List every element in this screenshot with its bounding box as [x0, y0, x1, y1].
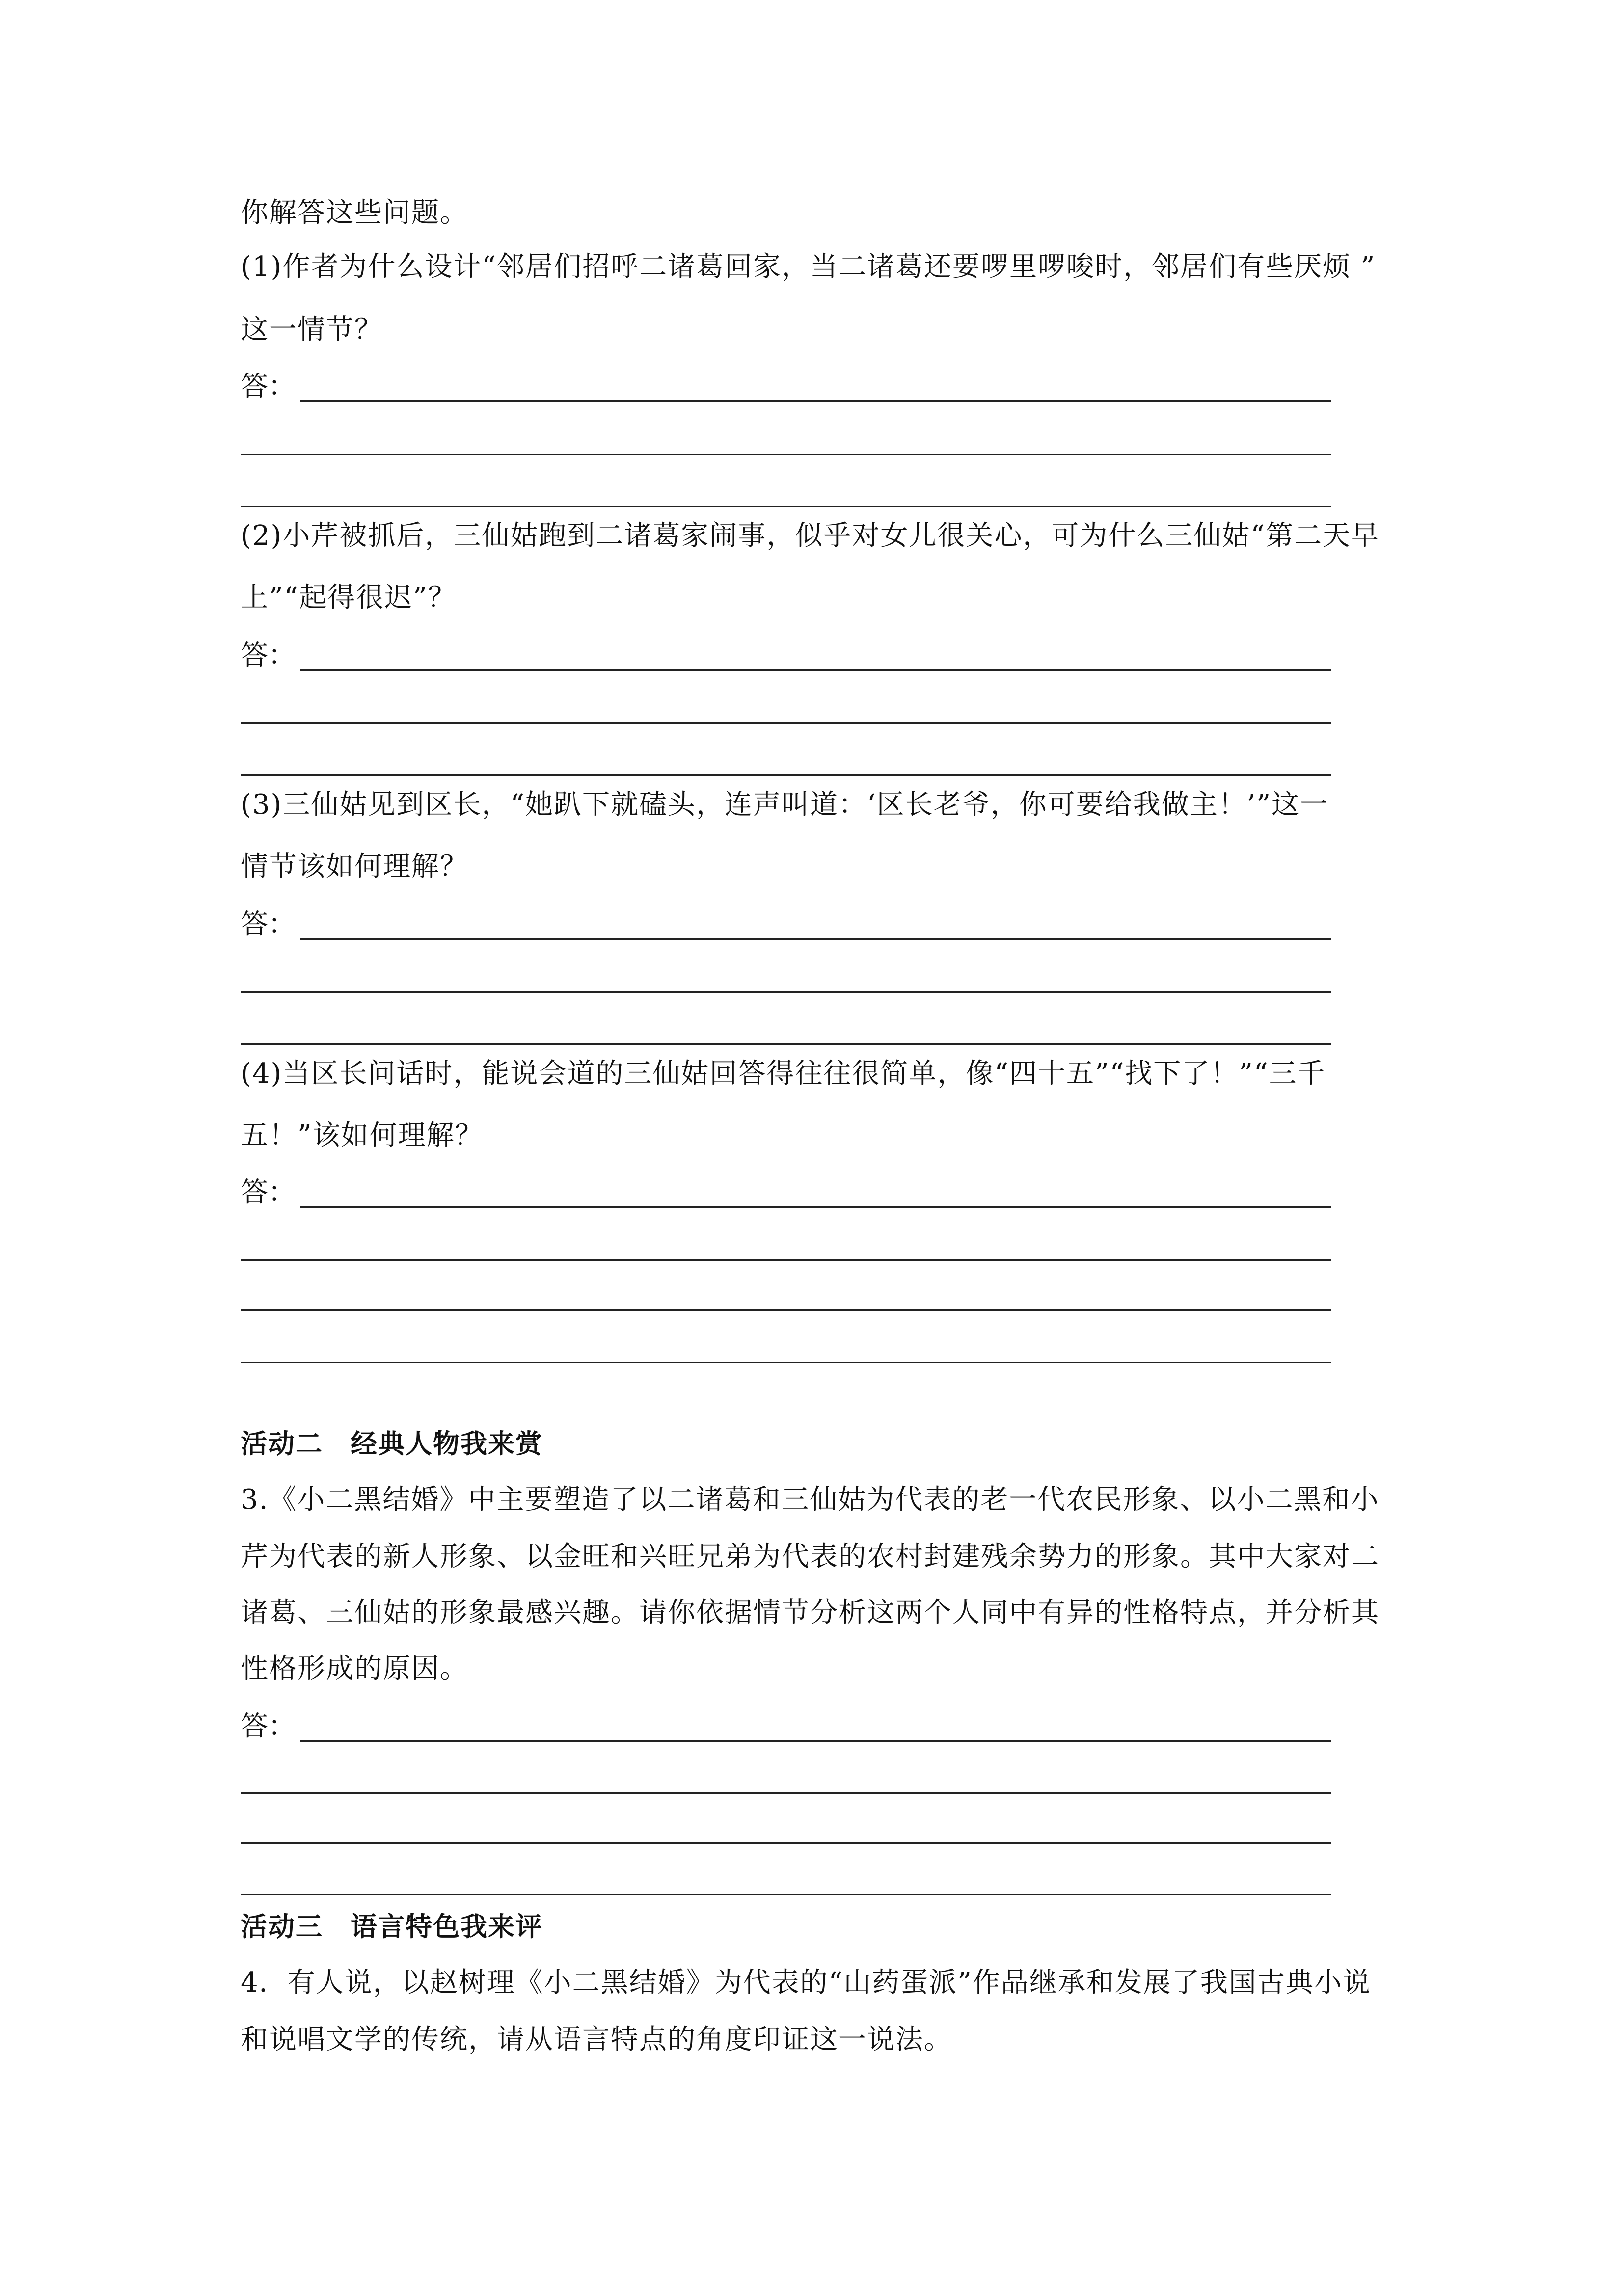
- question-2-line-1: (2)小芹被抓后，三仙姑跑到二诸葛家闹事，似乎对女儿很关心，可为什么三仙姑“第二天早: [241, 520, 1380, 552]
- question-3-answer-label: 答：: [241, 908, 296, 940]
- question-1-line-2: 这一情节？: [241, 314, 383, 346]
- question-2-answer-line-3[interactable]: [241, 774, 1331, 776]
- question-1-answer-line-2[interactable]: [241, 454, 1331, 455]
- question-4-answer-line-2[interactable]: [241, 1259, 1331, 1261]
- question-5-line-4: 性格形成的原因。: [241, 1653, 468, 1684]
- question-2-answer-line-1[interactable]: [300, 669, 1331, 671]
- question-5-line-3: 诸葛、三仙姑的形象最感兴趣。请你依据情节分析这两个人同中有异的性格特点，并分析其: [241, 1597, 1380, 1629]
- question-1-answer-label: 答：: [241, 371, 296, 402]
- question-5-answer-label: 答：: [241, 1710, 296, 1742]
- intro-line: 你解答这些问题。: [241, 197, 468, 229]
- question-2-line-2: 上”“起得很迟”？: [241, 582, 457, 614]
- question-4-line-2: 五！”该如何理解？: [241, 1120, 484, 1151]
- question-5-line-2: 芹为代表的新人形象、以金旺和兴旺兄弟为代表的农村封建残余势力的形象。其中大家对二: [241, 1541, 1380, 1573]
- question-5-answer-line-1[interactable]: [300, 1740, 1331, 1742]
- question-3-line-2: 情节该如何理解？: [241, 851, 468, 882]
- question-4-answer-label: 答：: [241, 1176, 296, 1208]
- activity-3-heading: 活动三 语言特色我来评: [241, 1911, 543, 1942]
- question-1-answer-line-1[interactable]: [300, 400, 1331, 402]
- question-3-answer-line-2[interactable]: [241, 991, 1331, 993]
- question-3-line-1: (3)三仙姑见到区长，“她趴下就磕头，连声叫道：‘区长老爷，你可要给我做主！’”这一: [241, 789, 1329, 821]
- activity-2-heading: 活动二 经典人物我来赏: [241, 1428, 543, 1459]
- question-6-line-1: 4．有人说，以赵树理《小二黑结婚》为代表的“山药蛋派”作品继承和发展了我国古典小说: [241, 1967, 1371, 1999]
- question-5-answer-line-2[interactable]: [241, 1792, 1331, 1794]
- question-4-answer-line-1[interactable]: [300, 1206, 1331, 1208]
- question-3-answer-line-3[interactable]: [241, 1043, 1331, 1045]
- question-1-line-1: (1)作者为什么设计“邻居们招呼二诸葛回家，当二诸葛还要啰里啰唆时，邻居们有些厌烦 ”: [241, 251, 1376, 283]
- question-2-answer-line-2[interactable]: [241, 722, 1331, 724]
- question-5-answer-line-4[interactable]: [241, 1894, 1331, 1895]
- question-6-line-2: 和说唱文学的传统，请从语言特点的角度印证这一说法。: [241, 2024, 952, 2056]
- question-5-line-1: 3.《小二黑结婚》中主要塑造了以二诸葛和三仙姑为代表的老一代农民形象、以小二黑和小: [241, 1484, 1380, 1516]
- question-4-line-1: (4)当区长问话时，能说会道的三仙姑回答得往往很简单，像“四十五”“找下了！”“三千: [241, 1058, 1326, 1090]
- question-4-answer-line-4[interactable]: [241, 1362, 1331, 1363]
- question-3-answer-line-1[interactable]: [300, 938, 1331, 940]
- question-1-answer-line-3[interactable]: [241, 506, 1331, 507]
- question-2-answer-label: 答：: [241, 640, 296, 671]
- question-4-answer-line-3[interactable]: [241, 1309, 1331, 1311]
- question-5-answer-line-3[interactable]: [241, 1842, 1331, 1844]
